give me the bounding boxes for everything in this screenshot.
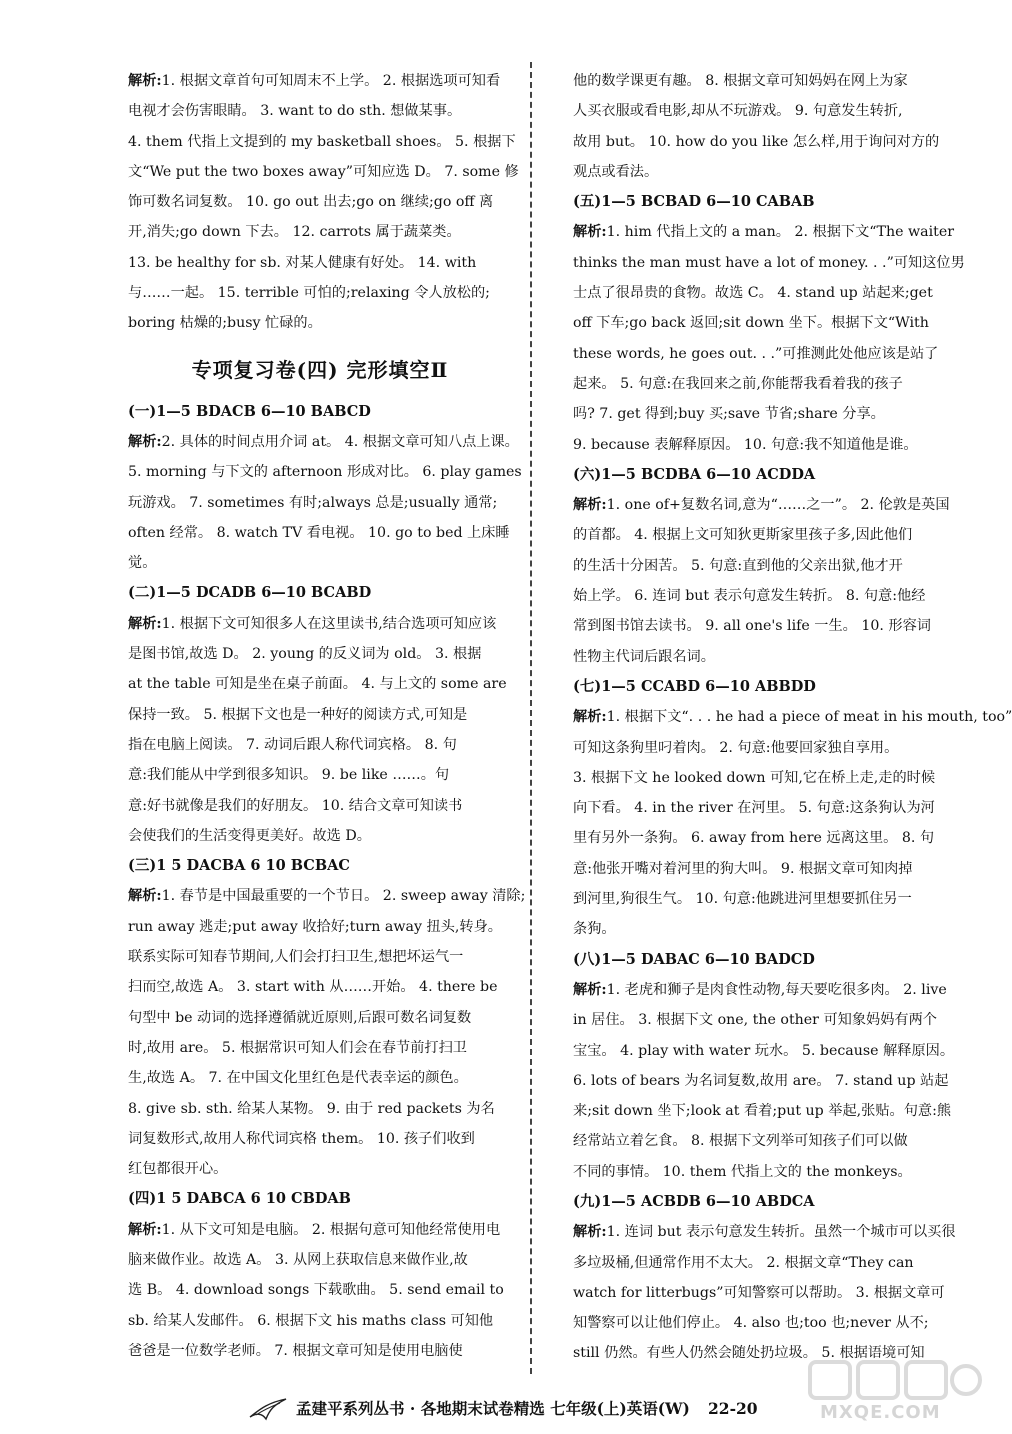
explanation-label: 解析: (128, 615, 162, 632)
explanation-line: off 下车;go back 返回;sit down 坐下。根据下文“With (573, 315, 929, 332)
answer-key-line: (九)1—5 ACBDB 6—10 ABDCA (573, 1192, 815, 1210)
explanation-line (573, 702, 1012, 732)
explanation-text: 1. 老虎和狮子是肉食性动物,每天要吃很多肉。 2. live (606, 981, 947, 998)
explanation-line: 性物主代词后跟名词。 (573, 648, 715, 665)
explanation-line: 联系实际可知春节期间,人们会打扫卫生,想把坏运气一 (128, 949, 464, 966)
left-column (128, 66, 526, 1366)
answer-key-line: (八)1—5 DABAC 6—10 BADCD (573, 950, 815, 968)
explanation-line: run away 逃走;put away 收拾好;turn away 扭头,转身。 (128, 918, 502, 935)
explanation-line: 时,故用 are。 5. 根据常识可知人们会在春节前打扫卫 (128, 1039, 467, 1056)
explanation-line: 文“We put the two boxes away”可知应选 D。 7. some 修 (128, 163, 519, 180)
explanation-label: 解析: (573, 1224, 607, 1241)
explanation-line (128, 1215, 512, 1245)
explanation-line: 4. them 代指上文提到的 my basketball shoes。 5. 根据下 (128, 133, 516, 150)
explanation-line: 意:他张开嘴对着河里的狗大叫。 9. 根据文章可知肉掉 (573, 860, 913, 877)
explanation-line: 选 B。 4. download songs 下载歌曲。 5. send email to (128, 1282, 504, 1299)
explanation-line: 可知这条狗里叼着肉。 2. 句意:他要回家独自享用。 (573, 739, 899, 756)
explanation-line: 士点了很昂贵的食物。故选 C。 4. stand up 站起来;get (573, 285, 933, 302)
watermark (806, 1356, 986, 1428)
watermark-text: MXQE.COM (820, 1402, 941, 1423)
explanation-label: 解析: (573, 981, 607, 998)
explanation-line (128, 427, 519, 457)
explanation-line: 脑来做作业。故选 A。 3. 从网上获取信息来做作业,故 (128, 1251, 468, 1268)
explanation-text: 1. 春节是中国最重要的一个节日。 2. sweep away 清除; (161, 888, 526, 905)
answer-key-line: (一)1—5 BDACB 6—10 BABCD (128, 402, 371, 420)
explanation-line: these words, he goes out. . .”可推测此处他应该是站了 (573, 345, 939, 362)
explanation-line: watch for litterbugs”可知警察可以帮助。 3. 根据文章可 (573, 1284, 945, 1301)
explanation-line: 爸爸是一位数学老师。 7. 根据文章可知是使用电脑使 (128, 1342, 463, 1359)
right-column (573, 66, 1012, 1369)
watermark-logo-icon (806, 1356, 986, 1404)
explanation-label: 解析: (573, 709, 607, 726)
explanation-text: 1. 根据下文可知很多人在这里读书,结合选项可知应该 (161, 615, 497, 632)
explanation-line: thinks the man must have a lot of money. . .”可知这位男 (573, 254, 965, 271)
explanation-line: 经常站立着乞食。 8. 根据下文列举可知孩子们可以做 (573, 1133, 908, 1150)
explanation-line: 生,故选 A。 7. 在中国文化里红色是代表幸运的颜色。 (128, 1070, 468, 1087)
explanation-label: 解析: (573, 224, 607, 241)
explanation-line: 到河里,狗很生气。 10. 句意:他跳进河里想要抓住另一 (573, 891, 912, 908)
explanation-line: 3. 根据下文 he looked down 可知,它在桥上走,走的时候 (573, 769, 936, 786)
explanation-line: 红包都很开心。 (128, 1161, 228, 1178)
explanation-text: 1. 从下文可知是电脑。 2. 根据句意可知他经常使用电 (161, 1221, 501, 1238)
explanation-line: 是图书馆,故选 D。 2. young 的反义词为 old。 3. 根据 (128, 646, 482, 663)
column-divider (530, 62, 532, 1374)
answer-key-line: (五)1—5 BCBAD 6—10 CABAB (573, 193, 815, 211)
explanation-line: 6. lots of bears 为名词复数,故用 are。 7. stand up 站起 (573, 1072, 949, 1089)
explanation-line: 里有另外一条狗。 6. away from here 远离这里。 8. 句 (573, 830, 935, 847)
explanation-line (128, 609, 512, 639)
explanation-line (573, 1217, 963, 1247)
explanation-line: 来;sit down 坐下;look at 看着;put up 举起,张贴。句意:熊 (573, 1103, 952, 1120)
answer-key-line: (四)1 5 DABCA 6 10 CBDAB (128, 1190, 351, 1208)
explanation-line: sb. 给某人发邮件。 6. 根据下文 his maths class 可知他 (128, 1312, 494, 1329)
explanation-line: 电视才会伤害眼睛。 3. want to do sth. 想做某事。 (128, 103, 462, 120)
explanation-line: 不同的事情。 10. them 代指上文的 the monkeys。 (573, 1163, 912, 1180)
explanation-label: 解析: (128, 1221, 162, 1238)
explanation-line: 13. be healthy for sb. 对某人健康有好处。 14. with (128, 254, 477, 271)
explanation-line (573, 490, 963, 520)
explanation-line: 9. because 表解释原因。 10. 句意:我不知道他是谁。 (573, 436, 918, 453)
explanation-line: still 仍然。有些人仍然会随处扔垃圾。 5. 根据语境可知 (573, 1345, 925, 1362)
explanation-line (128, 881, 526, 911)
explanation-line: 他的数学课更有趣。 8. 根据文章可知妈妈在网上为家 (573, 73, 908, 89)
explanation-line: 的首都。 4. 根据上文可知狄更斯家里孩子多,因此他们 (573, 527, 913, 544)
explanation-line: 词复数形式,故用人称代词宾格 them。 10. 孩子们收到 (128, 1130, 475, 1147)
explanation-line: often 经常。 8. watch TV 看电视。 10. go to bed 上床睡 (128, 524, 510, 541)
swallow-logo-icon (248, 1397, 288, 1421)
answer-key-line: (六)1—5 BCDBA 6—10 ACDDA (573, 465, 816, 483)
explanation-text: 2. 具体的时间点用介词 at。 4. 根据文章可知八点上课。 (161, 433, 519, 450)
explanation-line: 多垃圾桶,但通常作用不太大。 2. 根据文章“They can (573, 1254, 914, 1271)
explanation-line: 人买衣服或看电影,却从不玩游戏。 9. 句意发生转折, (573, 103, 903, 120)
explanation-line: 开,消失;go down 下去。 12. carrots 属于蔬菜类。 (128, 224, 461, 241)
explanation-line: 观点或看法。 (573, 163, 659, 180)
explanation-line: 与……一起。 15. terrible 可怕的;relaxing 令人放松的; (128, 285, 490, 302)
explanation-text: 1. 根据下文“. . . he had a piece of meat in his mouth, too” (606, 709, 1012, 726)
explanation-line: 宝宝。 4. play with water 玩水。 5. because 解释原因。 (573, 1042, 955, 1059)
explanation-line: 会使我们的生活变得更美好。故选 D。 (128, 827, 371, 844)
explanation-text: 1. 根据文章首句可知周末不上学。 2. 根据选项可知看 (161, 73, 501, 89)
explanation-label: 解析: (128, 888, 162, 905)
explanation-line: at the table 可知是坐在桌子前面。 4. 与上文的 some are (128, 676, 507, 693)
explanation-line: 起来。 5. 句意:在我回来之前,你能帮我看着我的孩子 (573, 375, 903, 392)
explanation-text: 1. one of+复数名词,意为“……之一”。 2. 伦敦是英国 (606, 497, 950, 514)
explanation-line: 玩游戏。 7. sometimes 有时;always 总是;usually 通常; (128, 494, 498, 511)
explanation-line: 扫而空,故选 A。 3. start with 从……开始。 4. there be (128, 979, 498, 996)
explanation-line: boring 枯燥的;busy 忙碌的。 (128, 315, 322, 332)
explanation-line: 指在电脑上阅读。 7. 动词后跟人称代词宾格。 8. 句 (128, 736, 457, 753)
explanation-line: 知警察可以让他们停止。 4. also 也;too 也;never 从不; (573, 1315, 929, 1332)
explanation-line (573, 217, 963, 247)
explanation-line: 8. give sb. sth. 给某人某物。 9. 由于 red packets 为名 (128, 1100, 495, 1117)
explanation-label: 解析: (128, 73, 162, 89)
explanation-line: 意:好书就像是我们的好朋友。 10. 结合文章可知读书 (128, 797, 463, 814)
section-title: 专项复习卷(四) 完形填空Ⅱ (191, 357, 449, 382)
explanation-line: 意:我们能从中学到很多知识。 9. be like ……。句 (128, 767, 450, 784)
explanation-line: 保持一致。 5. 根据下文也是一种好的阅读方式,可知是 (128, 706, 468, 723)
explanation-line (128, 66, 512, 96)
page-number: 22-20 (708, 1399, 758, 1418)
series-title: 孟建平系列丛书 · 各地期末试卷精选 七年级(上)英语(W) (296, 1399, 690, 1418)
explanation-line: 5. morning 与下文的 afternoon 形成对比。 6. play games (128, 464, 522, 481)
answer-key-line: (七)1—5 CCABD 6—10 ABBDD (573, 677, 816, 695)
explanation-text: 1. him 代指上文的 a man。 2. 根据下文“The waiter (606, 224, 955, 241)
explanation-line (573, 975, 963, 1005)
explanation-line: 故用 but。 10. how do you like 怎么样,用于询问对方的 (573, 133, 940, 150)
answer-key-line: (三)1 5 DACBA 6 10 BCBAC (128, 857, 350, 875)
explanation-line: 句型中 be 动词的选择遵循就近原则,后跟可数名词复数 (128, 1009, 472, 1026)
explanation-label: 解析: (128, 433, 162, 450)
explanation-line: 的生活十分困苦。 5. 句意:直到他的父亲出狱,他才开 (573, 557, 903, 574)
explanation-label: 解析: (573, 497, 607, 514)
explanation-line: 饰可数名词复数。 10. go out 出去;go on 继续;go off 离 (128, 194, 494, 211)
explanation-line: in 居住。 3. 根据下文 one, the other 可知象妈妈有两个 (573, 1012, 937, 1029)
explanation-line: 条狗。 (573, 921, 616, 938)
explanation-line: 向下看。 4. in the river 在河里。 5. 句意:这条狗认为河 (573, 800, 935, 817)
explanation-line: 始上学。 6. 连词 but 表示句意发生转折。 8. 句意:他经 (573, 588, 926, 605)
explanation-line: 吗? 7. get 得到;buy 买;save 节省;share 分享。 (573, 406, 885, 423)
explanation-line: 觉。 (128, 555, 157, 572)
explanation-line: 常到图书馆去读书。 9. all one's life 一生。 10. 形容词 (573, 618, 931, 635)
answer-key-line: (二)1—5 DCADB 6—10 BCABD (128, 584, 372, 602)
explanation-text: 1. 连词 but 表示句意发生转折。虽然一个城市可以买很 (606, 1224, 956, 1241)
